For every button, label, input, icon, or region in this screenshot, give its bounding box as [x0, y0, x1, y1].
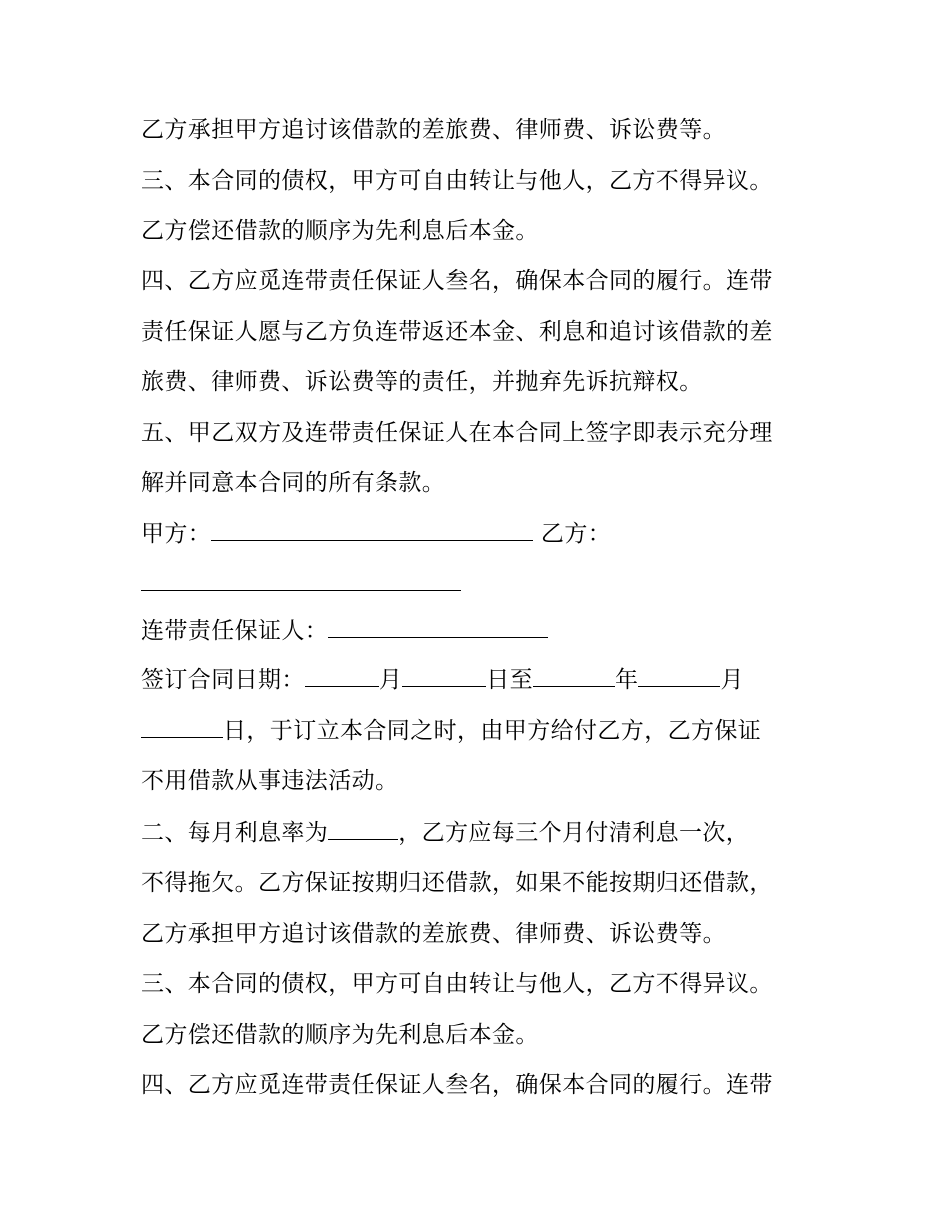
party-b-blank [141, 570, 461, 591]
date-label: 签订合同日期： [141, 667, 305, 693]
guarantor-blank [328, 617, 548, 638]
interest-suffix: ，乙方应每三个月付清利息一次， [398, 820, 750, 846]
text-line: 解并同意本合同的所有条款。 [141, 470, 446, 496]
text-line: 四、乙方应觅连带责任保证人叁名，确保本合同的履行。连带 [141, 1072, 773, 1098]
text-line: 责任保证人愿与乙方负连带返还本金、利息和追讨该借款的差 [141, 319, 773, 345]
month2-blank [638, 666, 720, 687]
day-text: 日至 [486, 667, 534, 693]
interest-prefix: 二、每月利息率为 [141, 820, 329, 846]
party-a-label: 甲方： [141, 521, 212, 547]
text-line: 乙方承担甲方追讨该借款的差旅费、律师费、诉讼费等。 [141, 921, 726, 947]
text-line: 四、乙方应觅连带责任保证人叁名，确保本合同的履行。连带 [141, 268, 773, 294]
text-line: 五、甲乙双方及连带责任保证人在本合同上签字即表示充分理 [141, 420, 773, 446]
guarantor-line [141, 616, 548, 646]
party-b-label: 乙方： [540, 521, 612, 547]
signature-line-parties [141, 519, 611, 549]
year-blank [533, 666, 615, 687]
text-line: 三、本合同的债权，甲方可自由转让与他人，乙方不得异议。 [141, 168, 773, 194]
month-blank [305, 666, 379, 687]
date-line [141, 665, 744, 695]
text-line: 乙方承担甲方追讨该借款的差旅费、律师费、诉讼费等。 [141, 117, 726, 143]
day-blank [402, 666, 486, 687]
interest-rate-blank [328, 819, 398, 840]
text-line: 三、本合同的债权，甲方可自由转让与他人，乙方不得异议。 [141, 971, 773, 997]
after-date-text: 日，于订立本合同之时，由甲方给付乙方，乙方保证 [223, 718, 762, 744]
party-b-blank-line [141, 569, 461, 599]
text-line: 旅费、律师费、诉讼费等的责任，并抛弃先诉抗辩权。 [141, 369, 703, 395]
month2-text: 月 [720, 667, 744, 693]
text-line: 乙方偿还借款的顺序为先利息后本金。 [141, 1022, 539, 1048]
after-date-line [141, 716, 761, 746]
guarantor-label: 连带责任保证人： [141, 618, 329, 644]
interest-line [141, 818, 749, 848]
text-line: 不得拖欠。乙方保证按期归还借款，如果不能按期归还借款， [141, 870, 773, 896]
party-a-blank [211, 520, 533, 541]
year-text: 年 [615, 667, 639, 693]
text-line: 乙方偿还借款的顺序为先利息后本金。 [141, 218, 539, 244]
month-text: 月 [378, 667, 403, 693]
text-line: 不用借款从事违法活动。 [141, 768, 399, 794]
day2-blank [141, 717, 223, 738]
